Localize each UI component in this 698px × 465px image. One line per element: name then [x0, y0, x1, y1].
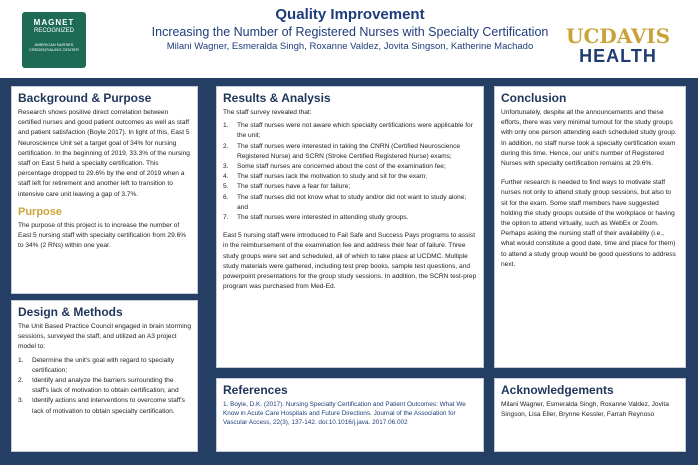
background-heading: Background & Purpose — [18, 91, 152, 105]
results-analysis-panel — [216, 86, 484, 368]
purpose-text: The purpose of this project is to increase the number of East 5 nursing staff with specialty certification from 29.6% to 34% (2 RNs) within one year. — [18, 221, 187, 250]
poster-authors: Milani Wagner, Esmeralda Singh, Roxanne Valdez, Jovita Singson, Katherine Machado — [166, 41, 534, 52]
ucdavis-health-logo — [566, 26, 670, 66]
magnet-recognized-badge — [22, 12, 86, 68]
list-item: 3. Identify actions and interventions to overcome staff's lack of motivation to obtain specialty certification. — [18, 397, 185, 415]
magnet-label: MAGNET — [33, 18, 75, 27]
background-purpose-panel — [11, 86, 198, 294]
logo-health: HEALTH — [579, 46, 657, 66]
poster-title: Quality Improvement — [275, 6, 425, 23]
background-text: Research shows positive direct correlation between certified nurses and good patient outcomes as well as staff and patient satisfaction (Boyle 2017). In light of this, East 5 Neuroscience Unit set a target goal of 34% for nursing certification. In the beginning of 2019, 33.3% of the nursing staff on East 5 held a specialty certification. This percentage dropped to 29.6% by the end of 2019 when a staff left for retirement and another left to transition to intensive care unit leaving a gap of 3.7%. — [18, 109, 190, 198]
results-text: East 5 nursing staff were introduced to Fail Safe and Success Pays programs to assist in the reimbursement of the examination fee and address their fear of failure. Three study groups were set and scheduled, all of which to take place at UCDMC. Multiple study materials were gathered, including test prep books, sample test questions, and powerpoint presentations for the group study sessions. In addition, the SCRN test-prep program was purchased from Med-Ed. — [223, 232, 477, 291]
list-item: 5. The staff nurses have a fear for failure; — [223, 183, 351, 191]
list-item: 6. The staff nurses did not know what to study and/or did not want to study alone; and — [223, 193, 467, 211]
poster-subtitle: Increasing the Number of Registered Nurses with Specialty Certification — [151, 25, 549, 39]
methods-list — [18, 356, 191, 417]
acknowledgements-text: Milani Wagner, Esmeralda Singh, Roxanne Valdez, Jovita Singson, Lisa Eller, Brynne Kessler, Farrah Reynoso — [501, 401, 669, 419]
references-panel — [216, 378, 484, 452]
results-intro: The staff survey revealed that: — [223, 109, 312, 116]
conclusion-text-2: Further research is needed to find ways to motivate staff nurses not only to attend study group sessions, but also to sit for the exam. Some staff members have suggested holding the study groups outside of the workplace or having the option to attend virtually, such as WebEx or Zoom. Perhaps asking the nursing staff of their availability (i.e., what would constitute a good date, time and place for them) to attend a study group would be good questions to address next. — [501, 179, 676, 268]
methods-heading: Design & Methods — [18, 305, 123, 319]
methods-intro: The Unit Based Practice Council engaged in brain storming sessions, surveyed the staff, and utilized an A3 project model to: — [18, 323, 191, 351]
results-heading: Results & Analysis — [223, 91, 331, 105]
list-item: 4. The staff nurses lack the motivation to study and sit for the exam; — [223, 173, 428, 181]
conclusion-heading: Conclusion — [501, 91, 567, 105]
acknowledgements-heading: Acknowledgements — [501, 383, 614, 397]
list-item: 3. Some staff nurses are concerned about the cost of the examination fee; — [223, 163, 446, 171]
list-item: 1. Determine the unit's goal with regard to specialty certification; — [18, 356, 174, 374]
magnet-org-label: AMERICAN NURSES CREDENTIALING CENTER — [28, 42, 79, 52]
acknowledgements-panel — [494, 378, 686, 452]
logo-ucdavis: UCDAVIS — [566, 24, 671, 48]
list-item: 2. Identify and analyze the barriers surrounding the staff's lack of motivation to obtain certification; and — [18, 377, 179, 395]
references-text: 1. Boyle, D.K. (2017). Nursing Specialty Certification and Patient Outcomes: What We Know in Acute Care Hospitals and Future Directions. Journal of the Association for Vascular Access, 22(3), 137-142. doi:10.1016/j.java. 2017.06.002 — [223, 401, 466, 426]
results-list — [223, 121, 477, 223]
magnet-recognized-label: RECOGNIZED — [33, 28, 74, 34]
poster-title-block — [130, 6, 570, 52]
list-item: 7. The staff nurses were interested in attending study groups. — [223, 214, 409, 222]
design-methods-panel — [11, 300, 198, 452]
list-item: 1. The staff nurses were not aware which specialty certifications were applicable for the unit; — [223, 122, 473, 140]
conclusion-text-1: Unfortunately, despite all the announcements and these efforts, there was very minimal turnout for the study groups with only one person attending each scheduled study group. In addition, no staff nurse took a specialty certification exam during this time. Hence, our unit's number of Registered Nurses with specialty certification remains at 29.6%. — [501, 109, 677, 168]
conclusion-panel — [494, 86, 686, 368]
references-heading: References — [223, 383, 288, 397]
list-item: 2. The staff nurses were interested in taking the CNRN (Certified Neuroscience Registered Nurse) and SCRN (Stroke Certified Registered Nurse) exams; — [223, 142, 461, 160]
poster-header — [0, 0, 698, 78]
purpose-heading: Purpose — [18, 205, 63, 218]
